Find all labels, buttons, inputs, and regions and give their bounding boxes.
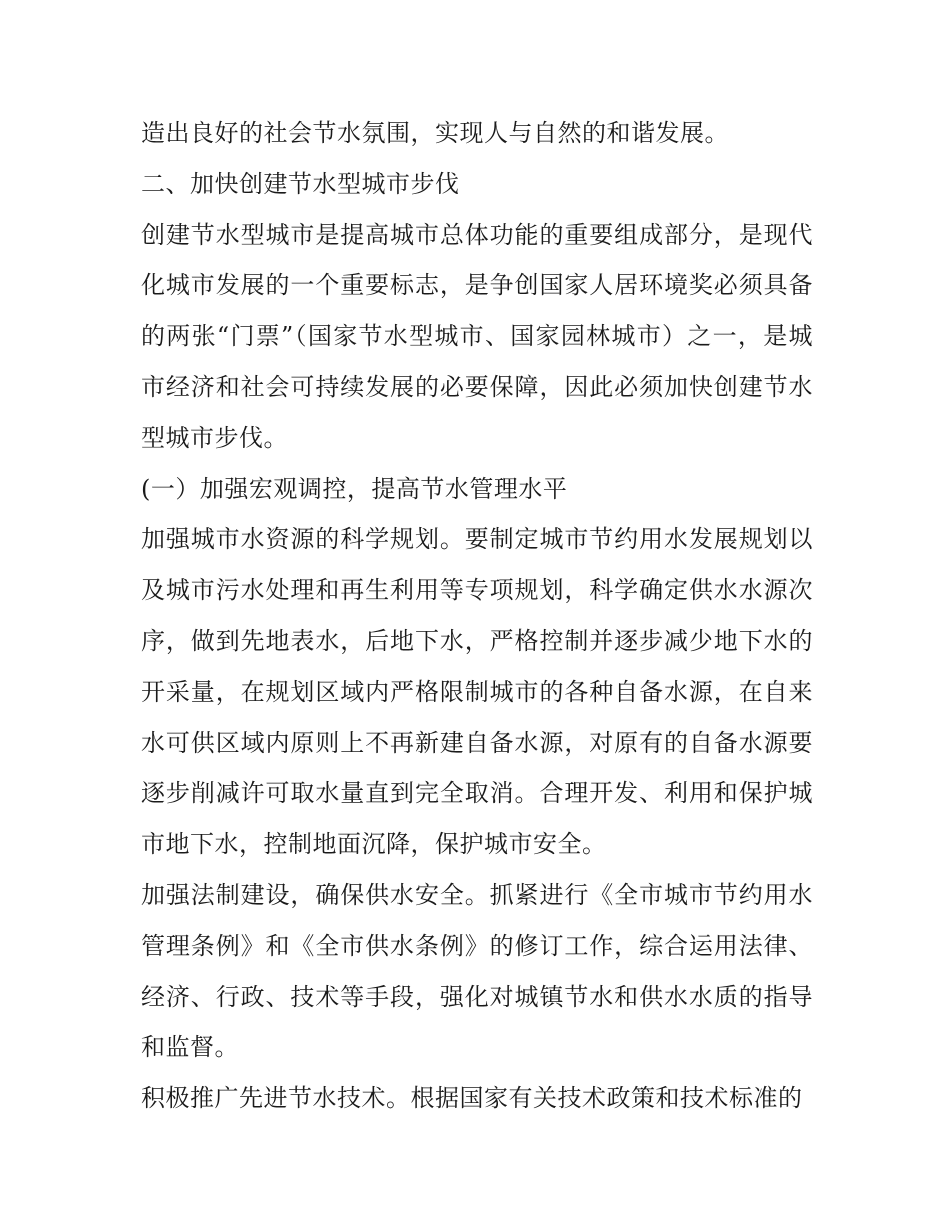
paragraph-technology-promotion: 积极推广先进节水技术。根据国家有关技术政策和技术标准的 bbox=[141, 1084, 803, 1113]
paragraph-legal-construction: 加强法制建设，确保供水安全。抓紧进行《全市城市节约用水管理条例》和《全市供水条例》的修订工作，综合运用法律、经济、行政、技术等手段，强化对城镇节水和供水水质的指导和监督。 bbox=[141, 880, 813, 1062]
paragraph-water-resource-planning: 加强城市水资源的科学规划。要制定城市节约用水发展规划以及城市污水处理和再生利用等专项规划，科学确定供水水源次序，做到先地表水，后地下水，严格控制并逐步减少地下水的开采量，在规划区域内严格限制城市的各种自备水源，在自来水可供区域内原则上不再新建自备水源，对原有的自备水源要逐步削减许可取水量直到完全取消。合理开发、利用和保护城市地下水，控制地面沉降，保护城市安全。 bbox=[141, 525, 813, 859]
body-text bbox=[141, 108, 813, 1124]
subsection-heading-1: (一）加强宏观调控，提高节水管理水平 bbox=[141, 474, 568, 503]
section-heading-2: 二、加快创建节水型城市步伐 bbox=[141, 169, 460, 198]
paragraph-continuation: 造出良好的社会节水氛围，实现人与自然的和谐发展。 bbox=[141, 119, 729, 147]
paragraph-water-saving-city: 创建节水型城市是提高城市总体功能的重要组成部分，是现代化城市发展的一个重要标志，是争创国家人居环境奖必须具备的两张“门票”（国家节水型城市、国家园林城市）之一，是城市经济和社会可持续发展的必要保障，因此必须加快创建节水型城市步伐。 bbox=[141, 220, 813, 452]
